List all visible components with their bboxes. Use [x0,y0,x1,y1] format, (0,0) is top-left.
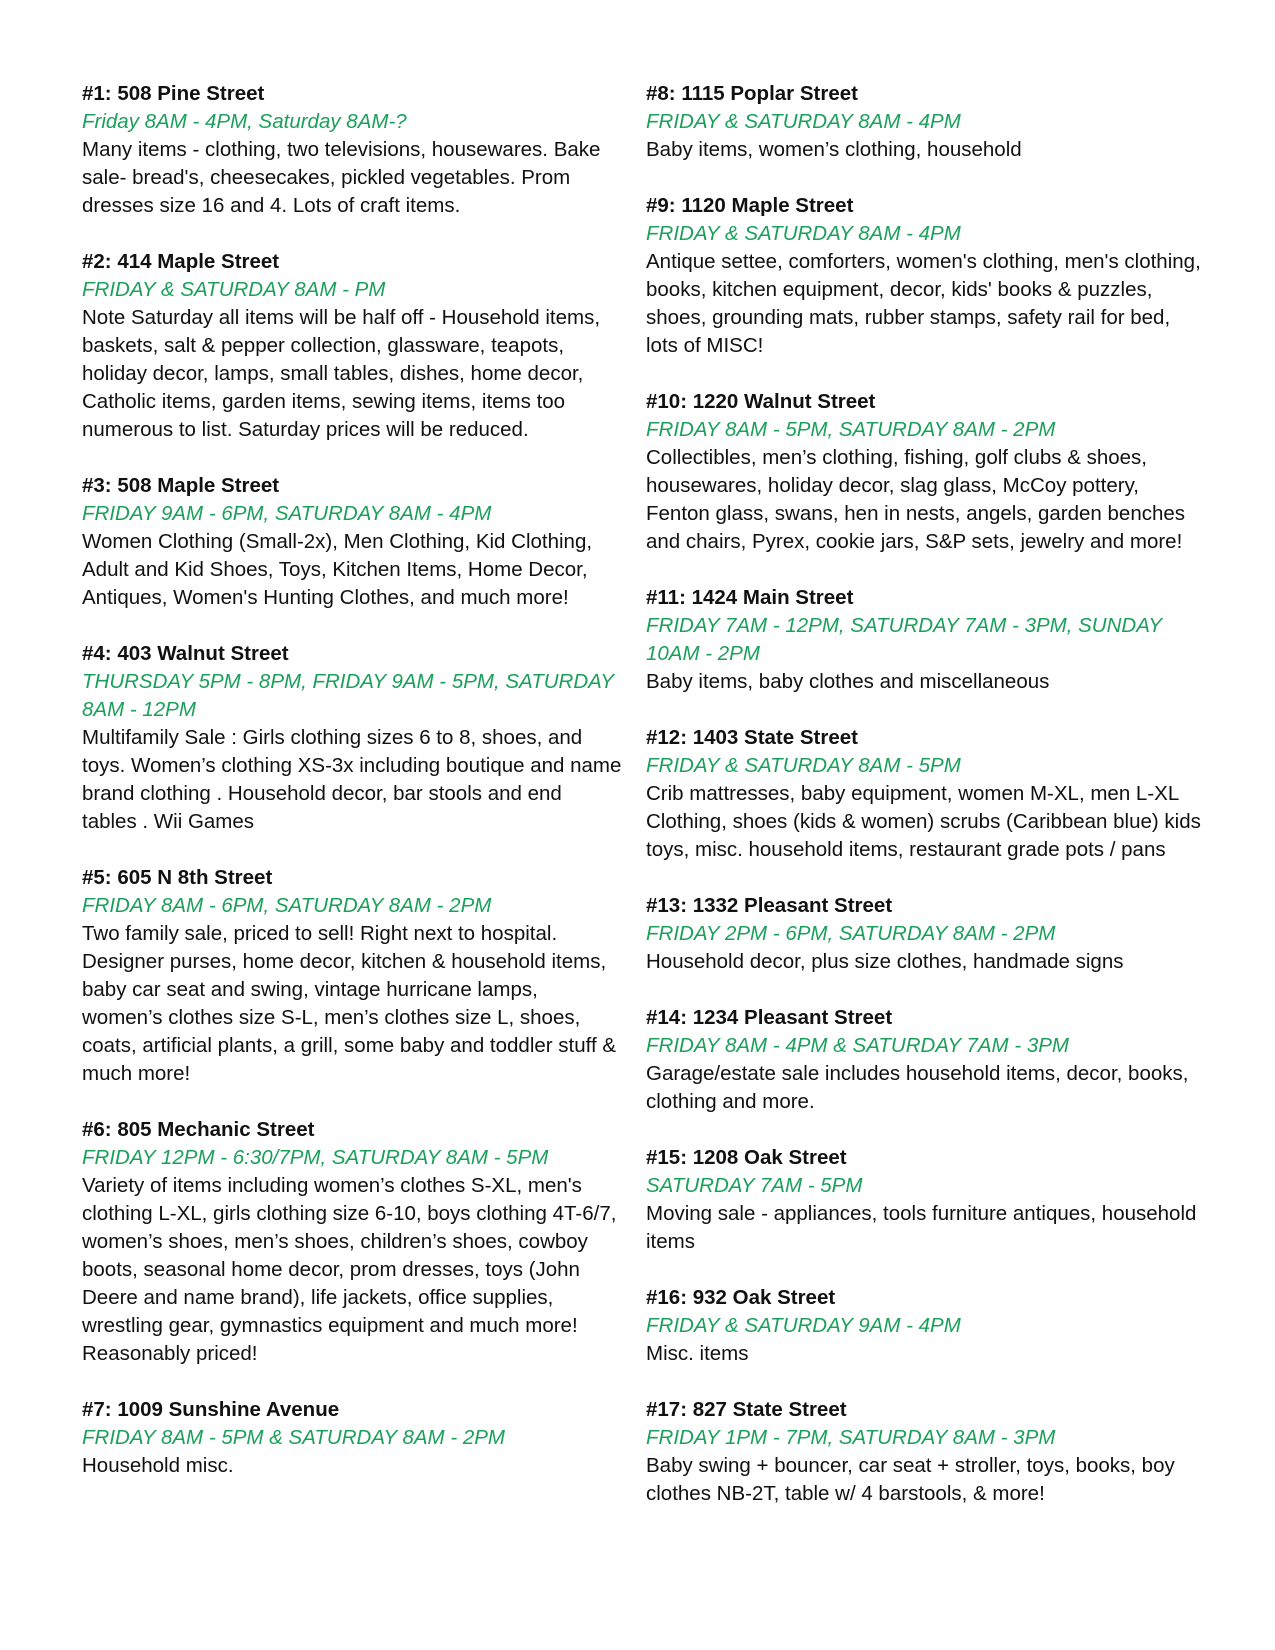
listing [646,584,1206,696]
listing-hours: FRIDAY 9AM - 6PM, SATURDAY 8AM - 4PM [82,502,492,525]
listing-description: Women Clothing (Small-2x), Men Clothing, Kid Clothing, Adult and Kid Shoes, Toys, Kitchen Items, Home Decor, Antiques, Women's Hunting Clothes, and much more! [82,530,593,609]
listing-hours: THURSDAY 5PM - 8PM, FRIDAY 9AM - 5PM, SATURDAY 8AM - 12PM [82,670,614,721]
listing-hours: FRIDAY & SATURDAY 9AM - 4PM [646,1314,961,1337]
listing [646,388,1206,556]
listing-description: Misc. items [646,1342,749,1365]
listing [646,1144,1206,1256]
listing-hours: FRIDAY 7AM - 12PM, SATURDAY 7AM - 3PM, SUNDAY 10AM - 2PM [646,614,1162,665]
listing-hours: FRIDAY & SATURDAY 8AM - PM [82,278,386,301]
listing-address: #1: 508 Pine Street [82,82,265,105]
listing [82,248,622,444]
listing [646,1284,1206,1368]
listing-address: #13: 1332 Pleasant Street [646,894,893,917]
listing-description: Garage/estate sale includes household items, decor, books, clothing and more. [646,1062,1189,1113]
listing [82,472,622,612]
listing-description: Household misc. [82,1454,234,1477]
listing-address: #6: 805 Mechanic Street [82,1118,315,1141]
listing-hours: FRIDAY 2PM - 6PM, SATURDAY 8AM - 2PM [646,922,1056,945]
listing-hours: SATURDAY 7AM - 5PM [646,1174,863,1197]
listing [646,892,1206,976]
listing-address: #2: 414 Maple Street [82,250,280,273]
listing-address: #10: 1220 Walnut Street [646,390,876,413]
listing [82,1396,622,1480]
listing-hours: FRIDAY 1PM - 7PM, SATURDAY 8AM - 3PM [646,1426,1056,1449]
listing-description: Baby items, baby clothes and miscellaneous [646,670,1050,693]
listing-description: Collectibles, men’s clothing, fishing, golf clubs & shoes, housewares, holiday decor, slag glass, McCoy pottery, Fenton glass, swans, hen in nests, angels, garden benches and chairs, Pyrex, cookie jars, S&P sets, jewelry and more! [646,446,1186,553]
listing [646,724,1206,864]
listing [646,80,1206,164]
listing-address: #7: 1009 Sunshine Avenue [82,1398,340,1421]
listing [82,864,622,1088]
listing-description: Household decor, plus size clothes, handmade signs [646,950,1124,973]
listing-address: #8: 1115 Poplar Street [646,82,858,105]
listing [646,192,1206,360]
listings-column-left [82,80,622,1508]
listing-hours: FRIDAY 12PM - 6:30/7PM, SATURDAY 8AM - 5PM [82,1146,549,1169]
listing-description: Moving sale - appliances, tools furniture antiques, household items [646,1202,1197,1253]
listing-hours: FRIDAY & SATURDAY 8AM - 5PM [646,754,961,777]
listing-hours: FRIDAY 8AM - 4PM & SATURDAY 7AM - 3PM [646,1034,1069,1057]
listing-description: Note Saturday all items will be half off - Household items, baskets, salt & pepper collection, glassware, teapots, holiday decor, lamps, small tables, dishes, home decor, Catholic items, garden items, sewing items, items too numerous to list. Saturday prices will be reduced. [82,306,601,441]
listing-address: #11: 1424 Main Street [646,586,854,609]
listing [82,80,622,220]
listing [646,1396,1206,1508]
listing-description: Baby swing + bouncer, car seat + stroller, toys, books, boy clothes NB-2T, table w/ 4 barstools, & more! [646,1454,1175,1505]
listing-address: #9: 1120 Maple Street [646,194,854,217]
listings-column-right [646,80,1206,1536]
listing-description: Multifamily Sale : Girls clothing sizes 6 to 8, shoes, and toys. Women’s clothing XS-3x including boutique and name brand clothing . Household decor, bar stools and end tables . Wii Games [82,726,622,833]
listing-hours: Friday 8AM - 4PM, Saturday 8AM-? [82,110,407,133]
listing-description: Two family sale, priced to sell! Right next to hospital. Designer purses, home decor, kitchen & household items, baby car seat and swing, vintage hurricane lamps, women’s clothes size S-L, men’s clothes size L, shoes, coats, artificial plants, a grill, some baby and toddler stuff & much more! [82,922,617,1085]
listing-hours: FRIDAY & SATURDAY 8AM - 4PM [646,222,961,245]
listing [82,1116,622,1368]
listing [646,1004,1206,1116]
listing [82,640,622,836]
listing-description: Variety of items including women’s clothes S-XL, men's clothing L-XL, girls clothing size 6-10, boys clothing 4T-6/7, women’s shoes, men’s shoes, children’s shoes, cowboy boots, seasonal home decor, prom dresses, toys (John Deere and name brand), life jackets, office supplies, wrestling gear, gymnastics equipment and much more! Reasonably priced! [82,1174,617,1365]
listing-description: Crib mattresses, baby equipment, women M-XL, men L-XL Clothing, shoes (kids & women) scrubs (Caribbean blue) kids toys, misc. household items, restaurant grade pots / pans [646,782,1201,861]
listing-hours: FRIDAY & SATURDAY 8AM - 4PM [646,110,961,133]
listing-description: Antique settee, comforters, women's clothing, men's clothing, books, kitchen equipment, decor, kids' books & puzzles, shoes, grounding mats, rubber stamps, safety rail for bed, lots of MISC! [646,250,1201,357]
listing-address: #4: 403 Walnut Street [82,642,289,665]
listing-hours: FRIDAY 8AM - 5PM & SATURDAY 8AM - 2PM [82,1426,505,1449]
listing-hours: FRIDAY 8AM - 6PM, SATURDAY 8AM - 2PM [82,894,492,917]
listing-description: Baby items, women’s clothing, household [646,138,1022,161]
listing-address: #17: 827 State Street [646,1398,847,1421]
listing-address: #14: 1234 Pleasant Street [646,1006,893,1029]
listing-address: #16: 932 Oak Street [646,1286,836,1309]
listing-hours: FRIDAY 8AM - 5PM, SATURDAY 8AM - 2PM [646,418,1056,441]
listing-description: Many items - clothing, two televisions, housewares. Bake sale- bread's, cheesecakes, pickled vegetables. Prom dresses size 16 and 4. Lots of craft items. [82,138,601,217]
listing-address: #15: 1208 Oak Street [646,1146,847,1169]
listing-address: #12: 1403 State Street [646,726,858,749]
listing-address: #3: 508 Maple Street [82,474,280,497]
listing-address: #5: 605 N 8th Street [82,866,273,889]
